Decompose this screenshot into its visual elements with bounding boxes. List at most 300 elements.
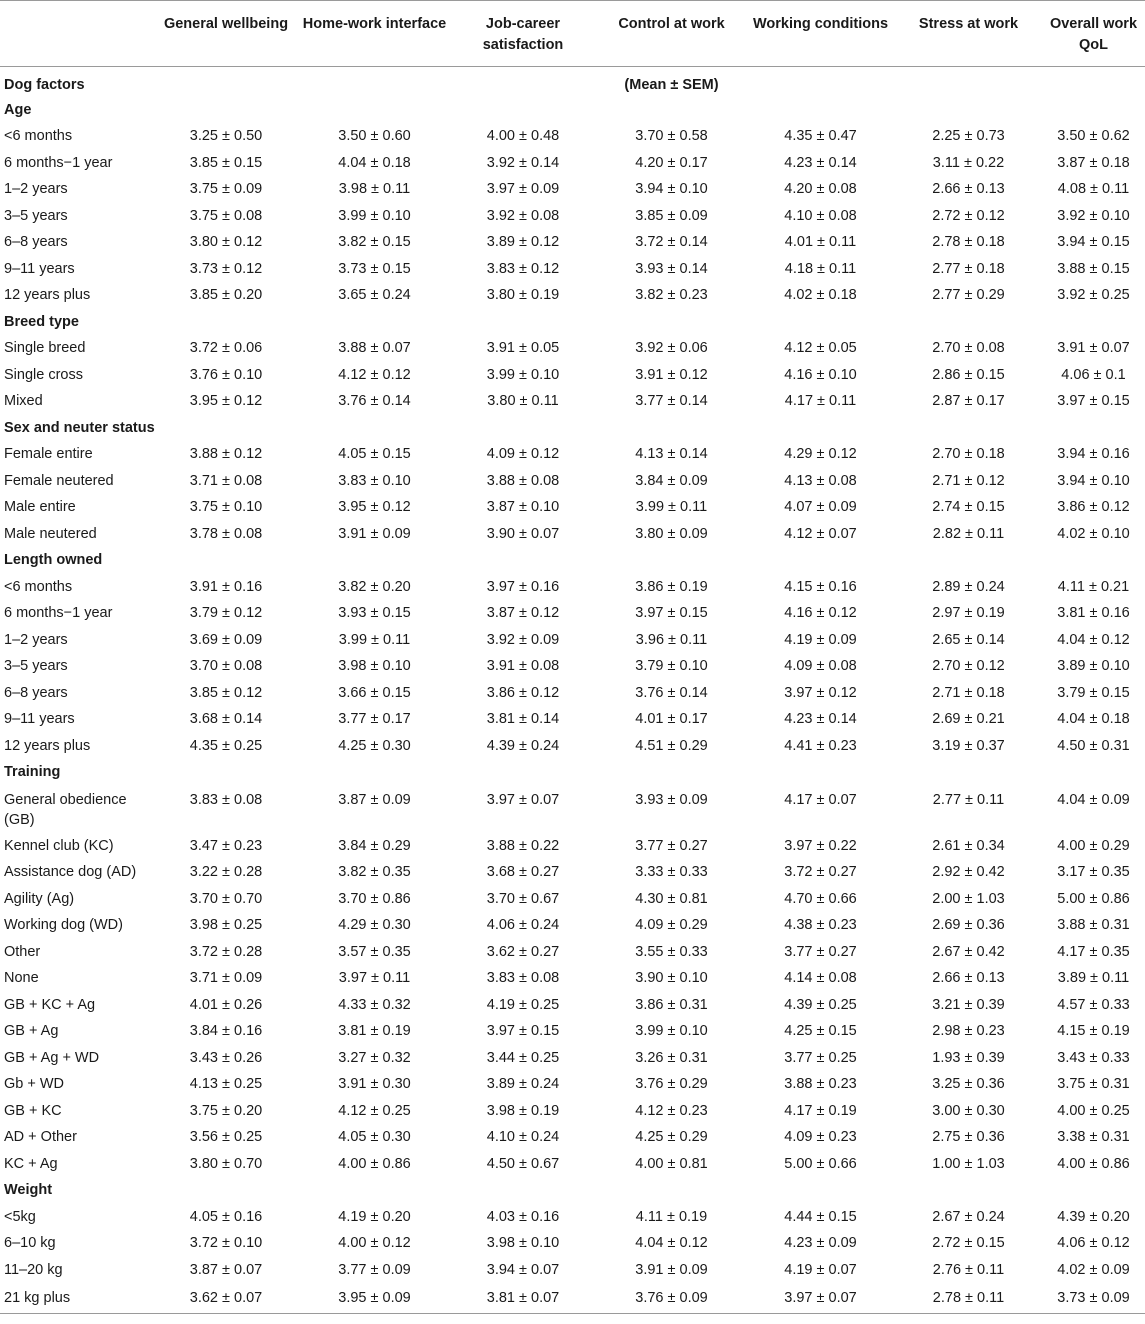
table-cell: 4.10 ± 0.08 — [784, 207, 857, 224]
table-cell: 3.91 ± 0.12 — [635, 366, 708, 383]
table-cell: 4.05 ± 0.15 — [338, 446, 411, 463]
table-cell: 3.62 ± 0.27 — [486, 943, 560, 960]
table-row — [0, 706, 1145, 733]
table-cell: 3.97 ± 0.15 — [1057, 393, 1130, 410]
table-row — [0, 468, 1145, 495]
table-row — [0, 653, 1145, 680]
table-row — [0, 256, 1145, 283]
header-cell-label — [0, 1, 152, 67]
table-cell: 3.68 ± 0.14 — [189, 711, 263, 728]
table-cell: 3.62 ± 0.07 — [152, 1283, 300, 1313]
table-cell: 3.87 ± 0.18 — [1057, 154, 1130, 171]
table-cell: 3.91 ± 0.30 — [338, 1076, 411, 1093]
table-cell: 3.82 ± 0.15 — [338, 234, 411, 251]
table-cell: 3.88 ± 0.22 — [486, 837, 560, 854]
table-cell: 3.72 ± 0.28 — [189, 943, 263, 960]
row-label: Agility (Ag) — [4, 890, 75, 907]
table-cell: 3.93 ± 0.15 — [338, 605, 411, 622]
table-cell: 2.77 ± 0.18 — [932, 260, 1005, 277]
table-cell: 3.87 ± 0.07 — [189, 1261, 263, 1278]
table-cell: 3.99 ± 0.10 — [635, 1023, 708, 1040]
table-cell: 3.87 ± 0.12 — [486, 605, 560, 622]
table-cell: 3.76 ± 0.14 — [635, 684, 708, 701]
table-row — [0, 203, 1145, 230]
table-cell: 3.87 ± 0.09 — [338, 791, 411, 808]
table-row — [0, 939, 1145, 966]
table-cell: 3.77 ± 0.17 — [338, 711, 411, 728]
table-cell: 3.50 ± 0.62 — [1057, 128, 1130, 145]
table-row — [0, 859, 1145, 886]
table-cell: 4.17 ± 0.35 — [1057, 943, 1130, 960]
table-cell: 3.84 ± 0.16 — [189, 1023, 263, 1040]
table-cell: 3.93 ± 0.14 — [635, 260, 708, 277]
table-cell: 3.73 ± 0.15 — [338, 260, 411, 277]
row-label: None — [4, 970, 39, 987]
row-label: Assistance dog (AD) — [4, 864, 137, 881]
table-cell: 4.17 ± 0.11 — [784, 393, 857, 410]
table-cell: 3.85 ± 0.09 — [635, 207, 708, 224]
table-cell: 4.00 ± 0.86 — [1057, 1155, 1130, 1172]
table-cell: 3.71 ± 0.08 — [189, 472, 263, 489]
table-cell: 2.98 ± 0.23 — [932, 1023, 1005, 1040]
table-cell: 3.97 ± 0.15 — [486, 1023, 560, 1040]
table-cell: 4.13 ± 0.14 — [635, 446, 708, 463]
table-cell: 3.83 ± 0.12 — [486, 260, 560, 277]
table-row — [0, 600, 1145, 627]
table-cell: 3.86 ± 0.12 — [486, 684, 560, 701]
header-row — [0, 1, 1145, 67]
table-cell: 4.25 ± 0.30 — [338, 737, 411, 754]
table-cell: 3.88 ± 0.12 — [189, 446, 263, 463]
table-cell: 2.77 ± 0.11 — [932, 791, 1005, 808]
row-label: General obedience (GB) — [4, 791, 127, 828]
header-cell-control-at-work: Control at work — [597, 1, 746, 67]
table-cell: 2.61 ± 0.34 — [932, 837, 1005, 854]
table-cell: 4.13 ± 0.25 — [189, 1076, 263, 1093]
table-cell: 3.99 ± 0.10 — [338, 207, 411, 224]
table-cell: 3.77 ± 0.25 — [784, 1049, 857, 1066]
row-label: 12 years plus — [4, 737, 91, 754]
table-row — [0, 1124, 1145, 1151]
table-row — [0, 1151, 1145, 1178]
table-cell: 1.00 ± 1.03 — [932, 1155, 1005, 1172]
table-cell: 4.05 ± 0.16 — [189, 1208, 263, 1225]
table-cell: 4.09 ± 0.08 — [784, 658, 857, 675]
table-cell: 3.97 ± 0.07 — [486, 791, 560, 808]
table-cell: 2.69 ± 0.21 — [932, 711, 1005, 728]
row-label: GB + Ag — [4, 1023, 59, 1040]
table-cell: 2.67 ± 0.24 — [932, 1208, 1005, 1225]
table-cell: 3.79 ± 0.15 — [1057, 684, 1130, 701]
table-cell: 3.82 ± 0.35 — [338, 864, 411, 881]
table-row — [0, 521, 1145, 548]
table-row — [0, 1045, 1145, 1072]
table-cell: 3.94 ± 0.10 — [635, 181, 708, 198]
table-cell: 4.19 ± 0.07 — [784, 1261, 857, 1278]
row-label: Male entire — [4, 499, 76, 516]
table-row — [0, 833, 1145, 860]
table-cell: 3.81 ± 0.16 — [1057, 605, 1130, 622]
table-cell: 2.70 ± 0.08 — [932, 340, 1005, 357]
table-cell: 2.74 ± 0.15 — [932, 499, 1005, 516]
table-cell: 3.44 ± 0.25 — [486, 1049, 560, 1066]
table-cell: 4.16 ± 0.10 — [784, 366, 857, 383]
table-cell: 3.92 ± 0.06 — [635, 340, 708, 357]
table-cell: 3.94 ± 0.15 — [1057, 234, 1130, 251]
table-cell: 1.93 ± 0.39 — [932, 1049, 1005, 1066]
table-cell: 3.90 ± 0.07 — [486, 525, 560, 542]
table-cell: 3.86 ± 0.31 — [635, 996, 708, 1013]
row-label: 9–11 years — [4, 260, 75, 277]
table-row — [0, 1283, 1145, 1313]
table-cell: 2.69 ± 0.36 — [932, 917, 1005, 934]
table-cell: 3.89 ± 0.11 — [1057, 970, 1130, 987]
table-cell: 4.03 ± 0.16 — [486, 1208, 560, 1225]
table-cell: 4.07 ± 0.09 — [784, 499, 857, 516]
table-cell: 3.83 ± 0.08 — [486, 970, 560, 987]
table-cell: 4.29 ± 0.12 — [784, 446, 857, 463]
table-cell: 3.98 ± 0.19 — [486, 1102, 560, 1119]
header-cell-overall-work-qol: Overall work QoL — [1042, 1, 1145, 67]
table-cell: 2.72 ± 0.15 — [932, 1235, 1005, 1252]
section-title-breed-type: Breed type — [4, 313, 79, 330]
table-cell: 3.85 ± 0.12 — [189, 684, 263, 701]
table-cell: 3.17 ± 0.35 — [1057, 864, 1130, 881]
row-label: Male neutered — [4, 525, 97, 542]
row-label: 21 kg plus — [0, 1283, 152, 1313]
table-cell: 4.01 ± 0.11 — [784, 234, 857, 251]
table-cell: 4.05 ± 0.30 — [338, 1129, 411, 1146]
table-cell: 3.91 ± 0.05 — [486, 340, 560, 357]
header-cell-general-wellbeing: General wellbeing — [152, 1, 300, 67]
table-cell: 4.00 ± 0.29 — [1057, 837, 1130, 854]
table-cell: 2.86 ± 0.15 — [932, 366, 1005, 383]
table-cell: 4.12 ± 0.25 — [338, 1102, 411, 1119]
section-title-weight: Weight — [4, 1182, 53, 1199]
table-cell: 3.80 ± 0.12 — [189, 234, 263, 251]
table-cell: 3.80 ± 0.19 — [486, 287, 560, 304]
table-cell: 4.04 ± 0.18 — [1057, 711, 1130, 728]
table-cell: 3.81 ± 0.14 — [486, 711, 560, 728]
table-cell: 4.02 ± 0.09 — [1057, 1261, 1130, 1278]
table-cell: 3.85 ± 0.20 — [189, 287, 263, 304]
table-cell: 3.38 ± 0.31 — [1057, 1129, 1130, 1146]
row-label: 11–20 kg — [4, 1261, 63, 1278]
table-cell: 4.16 ± 0.12 — [784, 605, 857, 622]
table-cell: 3.70 ± 0.08 — [189, 658, 263, 675]
table-cell: 3.80 ± 0.09 — [635, 525, 708, 542]
table-cell: 3.76 ± 0.09 — [597, 1283, 746, 1313]
table-cell: 2.72 ± 0.12 — [932, 207, 1005, 224]
table-cell: 2.78 ± 0.11 — [895, 1283, 1042, 1313]
table-cell: 3.25 ± 0.50 — [189, 128, 263, 145]
table-cell: 3.97 ± 0.12 — [784, 684, 857, 701]
table-cell: 2.25 ± 0.73 — [932, 128, 1005, 145]
table-cell: 3.98 ± 0.11 — [338, 181, 411, 198]
table-cell: 3.77 ± 0.27 — [635, 837, 708, 854]
table-row — [0, 1230, 1145, 1257]
table-row — [0, 1204, 1145, 1231]
table-cell: 4.12 ± 0.05 — [784, 340, 857, 357]
table-cell: 3.25 ± 0.36 — [932, 1076, 1005, 1093]
row-label: Gb + WD — [4, 1076, 65, 1093]
section-header-row — [0, 309, 1145, 336]
table-cell: 2.78 ± 0.18 — [932, 234, 1005, 251]
table-cell: 4.70 ± 0.66 — [784, 890, 857, 907]
table-cell: 3.11 ± 0.22 — [932, 154, 1005, 171]
table-cell: 4.09 ± 0.29 — [635, 917, 708, 934]
row-label: 1–2 years — [4, 631, 68, 648]
table-row — [0, 992, 1145, 1019]
table-cell: 3.55 ± 0.33 — [635, 943, 708, 960]
table-cell: 3.88 ± 0.07 — [338, 340, 411, 357]
table-row — [0, 494, 1145, 521]
table-cell: 2.66 ± 0.13 — [932, 970, 1005, 987]
table-cell: 3.72 ± 0.27 — [784, 864, 857, 881]
header-cell-job-career-satisfaction: Job-career satisfaction — [449, 1, 597, 67]
table-cell: 3.88 ± 0.15 — [1057, 260, 1130, 277]
table-cell: 3.73 ± 0.12 — [189, 260, 263, 277]
table-cell: 3.77 ± 0.14 — [635, 393, 708, 410]
table-cell: 3.72 ± 0.06 — [189, 340, 263, 357]
mean-sem-note: (Mean ± SEM) — [624, 76, 719, 93]
table-cell: 4.50 ± 0.67 — [486, 1155, 560, 1172]
table-cell: 4.04 ± 0.12 — [635, 1235, 708, 1252]
table-cell: 4.57 ± 0.33 — [1057, 996, 1130, 1013]
table-cell: 3.98 ± 0.25 — [189, 917, 263, 934]
table-cell: 3.91 ± 0.07 — [1057, 340, 1130, 357]
table-cell: 4.23 ± 0.09 — [784, 1235, 857, 1252]
table-cell: 3.27 ± 0.32 — [338, 1049, 411, 1066]
table-cell: 3.97 ± 0.11 — [338, 970, 411, 987]
table-row — [0, 229, 1145, 256]
table-cell: 3.68 ± 0.27 — [486, 864, 560, 881]
table-cell: 3.96 ± 0.11 — [635, 631, 708, 648]
table-cell: 4.29 ± 0.30 — [338, 917, 411, 934]
table-cell: 4.23 ± 0.14 — [784, 711, 857, 728]
table-cell: 4.00 ± 0.81 — [635, 1155, 708, 1172]
table-cell: 3.77 ± 0.09 — [338, 1261, 411, 1278]
table-cell: 3.71 ± 0.09 — [189, 970, 263, 987]
dog-factors-label: Dog factors — [4, 76, 85, 93]
table-cell: 3.76 ± 0.14 — [338, 393, 411, 410]
table-cell: 3.57 ± 0.35 — [338, 943, 411, 960]
row-label: 3–5 years — [4, 207, 68, 224]
table-cell: 3.75 ± 0.31 — [1057, 1076, 1130, 1093]
table-cell: 2.71 ± 0.12 — [932, 472, 1005, 489]
table-cell: 3.83 ± 0.08 — [189, 791, 263, 808]
table-cell: 2.82 ± 0.11 — [932, 525, 1005, 542]
table-cell: 3.72 ± 0.10 — [189, 1235, 263, 1252]
table-cell: 3.70 ± 0.86 — [338, 890, 411, 907]
table-cell: 4.09 ± 0.12 — [486, 446, 560, 463]
table-cell: 3.95 ± 0.12 — [338, 499, 411, 516]
table-cell: 3.79 ± 0.12 — [189, 605, 263, 622]
table-cell: 4.06 ± 0.1 — [1061, 366, 1126, 383]
table-cell: 3.75 ± 0.10 — [189, 499, 263, 516]
row-label: 6–8 years — [4, 234, 68, 251]
table-cell: 3.91 ± 0.08 — [486, 658, 560, 675]
table-cell: 2.71 ± 0.18 — [932, 684, 1005, 701]
table-cell: 4.19 ± 0.25 — [486, 996, 560, 1013]
table-cell: 3.97 ± 0.22 — [784, 837, 857, 854]
row-label: 3–5 years — [4, 658, 68, 675]
table-cell: 4.11 ± 0.21 — [1057, 578, 1130, 595]
table-cell: 4.14 ± 0.08 — [784, 970, 857, 987]
table-cell: 4.15 ± 0.16 — [784, 578, 857, 595]
table-cell: 4.17 ± 0.07 — [784, 791, 857, 808]
table-cell: 3.82 ± 0.20 — [338, 578, 411, 595]
table-cell: 4.13 ± 0.08 — [784, 472, 857, 489]
row-label: AD + Other — [4, 1129, 77, 1146]
table-cell: 3.70 ± 0.67 — [486, 890, 560, 907]
table-row — [0, 1257, 1145, 1284]
section-header-row — [0, 759, 1145, 786]
table-cell: 3.81 ± 0.07 — [449, 1283, 597, 1313]
table-cell: 3.81 ± 0.19 — [338, 1023, 411, 1040]
table-cell: 3.33 ± 0.33 — [635, 864, 708, 881]
table-cell: 4.23 ± 0.14 — [784, 154, 857, 171]
table-cell: 3.84 ± 0.09 — [635, 472, 708, 489]
row-label: <6 months — [4, 578, 73, 595]
table-cell: 3.73 ± 0.09 — [1042, 1283, 1145, 1313]
table-cell: 4.02 ± 0.18 — [784, 287, 857, 304]
table-cell: 4.11 ± 0.19 — [635, 1208, 708, 1225]
table-cell: 3.89 ± 0.12 — [486, 234, 560, 251]
table-cell: 3.87 ± 0.10 — [486, 499, 560, 516]
table-row — [0, 1018, 1145, 1045]
row-label: Single cross — [4, 366, 83, 383]
table-cell: 3.92 ± 0.25 — [1057, 287, 1130, 304]
table-cell: 3.76 ± 0.10 — [189, 366, 263, 383]
table-cell: 3.92 ± 0.10 — [1057, 207, 1130, 224]
table-cell: 3.65 ± 0.24 — [338, 287, 411, 304]
row-label: 6–10 kg — [4, 1235, 56, 1252]
table-row — [0, 912, 1145, 939]
row-label: <5kg — [4, 1208, 36, 1225]
section-title-length-owned: Length owned — [4, 552, 103, 569]
row-label: Other — [4, 943, 41, 960]
table-cell: 3.94 ± 0.10 — [1057, 472, 1130, 489]
table-cell: 3.00 ± 0.30 — [932, 1102, 1005, 1119]
table-row — [0, 1071, 1145, 1098]
table-row — [0, 1098, 1145, 1125]
table-row — [0, 388, 1145, 415]
table-cell: 3.89 ± 0.24 — [486, 1076, 560, 1093]
table-cell: 4.44 ± 0.15 — [784, 1208, 857, 1225]
table-cell: 3.86 ± 0.12 — [1057, 499, 1130, 516]
table-cell: 4.09 ± 0.23 — [784, 1129, 857, 1146]
table-cell: 3.75 ± 0.20 — [189, 1102, 263, 1119]
table-cell: 3.92 ± 0.14 — [486, 154, 560, 171]
header-cell-home-work-interface: Home-work interface — [300, 1, 449, 67]
table-cell: 3.70 ± 0.58 — [635, 128, 708, 145]
table-cell: 4.25 ± 0.29 — [635, 1129, 708, 1146]
table-cell: 3.80 ± 0.11 — [487, 393, 559, 410]
table-cell: 4.12 ± 0.07 — [784, 525, 857, 542]
table-cell: 4.00 ± 0.25 — [1057, 1102, 1130, 1119]
row-label: Female neutered — [4, 472, 114, 489]
table-cell: 3.88 ± 0.31 — [1057, 917, 1130, 934]
table-cell: 3.86 ± 0.19 — [635, 578, 708, 595]
table-cell: 4.18 ± 0.11 — [784, 260, 857, 277]
row-label: 6–8 years — [4, 684, 68, 701]
table-cell: 3.98 ± 0.10 — [338, 658, 411, 675]
table-cell: 2.76 ± 0.11 — [932, 1261, 1005, 1278]
table-row — [0, 123, 1145, 150]
table-cell: 2.66 ± 0.13 — [932, 181, 1005, 198]
row-label: GB + KC + Ag — [4, 996, 96, 1013]
table-cell: 3.94 ± 0.07 — [486, 1261, 560, 1278]
row-label: Female entire — [4, 446, 93, 463]
row-label: Kennel club (KC) — [4, 837, 114, 854]
table-cell: 3.91 ± 0.09 — [635, 1261, 708, 1278]
table-cell: 5.00 ± 0.66 — [784, 1155, 857, 1172]
table-row — [0, 886, 1145, 913]
table-cell: 4.12 ± 0.12 — [338, 366, 411, 383]
table-cell: 3.79 ± 0.10 — [635, 658, 708, 675]
row-label: KC + Ag — [4, 1155, 58, 1172]
table-cell: 3.98 ± 0.10 — [486, 1235, 560, 1252]
table-cell: 2.92 ± 0.42 — [932, 864, 1005, 881]
table-row — [0, 362, 1145, 389]
row-label: 9–11 years — [4, 711, 75, 728]
table-row — [0, 441, 1145, 468]
table-cell: 3.56 ± 0.25 — [189, 1129, 263, 1146]
table-cell: 4.19 ± 0.20 — [338, 1208, 411, 1225]
table-body — [0, 67, 1145, 1314]
table-cell: 3.66 ± 0.15 — [338, 684, 411, 701]
table-cell: 3.99 ± 0.10 — [486, 366, 560, 383]
table-cell: 3.99 ± 0.11 — [635, 499, 708, 516]
table-cell: 4.06 ± 0.12 — [1057, 1235, 1130, 1252]
table-cell: 3.94 ± 0.16 — [1057, 446, 1130, 463]
table-cell: 4.04 ± 0.18 — [338, 154, 411, 171]
table-row — [0, 574, 1145, 601]
table-cell: 4.35 ± 0.25 — [189, 737, 263, 754]
row-label: Mixed — [4, 393, 43, 410]
table-cell: 2.67 ± 0.42 — [932, 943, 1005, 960]
table-cell: 3.92 ± 0.08 — [486, 207, 560, 224]
table-cell: 4.06 ± 0.24 — [486, 917, 560, 934]
table-cell: 3.95 ± 0.12 — [189, 393, 263, 410]
section-header-row — [0, 547, 1145, 574]
table-cell: 3.97 ± 0.16 — [486, 578, 560, 595]
table-row — [0, 176, 1145, 203]
table-cell: 4.30 ± 0.81 — [635, 890, 708, 907]
table-cell: 4.01 ± 0.26 — [189, 996, 263, 1013]
table-cell: 3.77 ± 0.27 — [784, 943, 857, 960]
table-cell: 3.83 ± 0.10 — [338, 472, 411, 489]
table-cell: 3.70 ± 0.70 — [189, 890, 263, 907]
table-cell: 3.43 ± 0.26 — [189, 1049, 263, 1066]
table-cell: 3.80 ± 0.70 — [189, 1155, 263, 1172]
table-cell: 3.19 ± 0.37 — [932, 737, 1005, 754]
table-cell: 3.26 ± 0.31 — [635, 1049, 708, 1066]
dog-factors-row — [0, 67, 1145, 97]
row-label: 6 months−1 year — [4, 605, 113, 622]
table-cell: 2.00 ± 1.03 — [932, 890, 1005, 907]
table-row — [0, 335, 1145, 362]
table-cell: 4.19 ± 0.09 — [784, 631, 857, 648]
row-label: 12 years plus — [4, 287, 91, 304]
table-cell: 3.78 ± 0.08 — [189, 525, 263, 542]
section-title-sex-and-neuter-status: Sex and neuter status — [4, 419, 155, 436]
section-title-training: Training — [4, 764, 61, 781]
section-title-age: Age — [4, 101, 32, 118]
table-cell: 3.82 ± 0.23 — [635, 287, 708, 304]
table-cell: 4.39 ± 0.20 — [1057, 1208, 1130, 1225]
